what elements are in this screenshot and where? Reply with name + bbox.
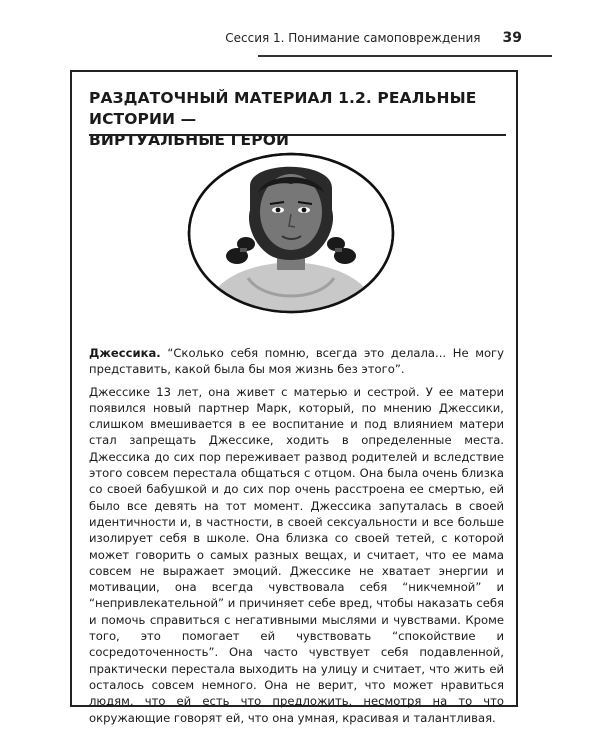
speaker-name: Джессика. bbox=[89, 346, 161, 360]
title-rule bbox=[89, 134, 506, 136]
handout-title bbox=[89, 88, 509, 151]
story-text bbox=[89, 345, 504, 726]
running-head bbox=[225, 30, 522, 46]
handout-box bbox=[70, 70, 518, 725]
handout-title-line-2: ВИРТУАЛЬНЫЕ ГЕРОИ bbox=[89, 131, 290, 149]
quote-paragraph bbox=[89, 345, 504, 378]
header-rule bbox=[258, 55, 552, 57]
page-number: 39 bbox=[502, 30, 522, 46]
handout-title-line-1: РАЗДАТОЧНЫЙ МАТЕРИАЛ 1.2. РЕАЛЬНЫЕ ИСТОРИИ — bbox=[89, 89, 477, 128]
section-title: Сессия 1. Понимание самоповреждения bbox=[225, 31, 481, 45]
quote-text: “Сколько себя помню, всегда это делала... Не могу представить, какой была бы моя жизнь без этого”. bbox=[89, 346, 504, 377]
story-body: Джессике 13 лет, она живет с матерью и сестрой. У ее матери появился новый партнер Марк, который, по мнению Джессики, слишком вмешивается в ее воспитание и под влиянием матери стал запрещать Джессике, ходить в определенные места. Джессика до сих пор переживает развод родителей и вследствие этого совсем перестала общаться с отцом. Она была очень близка со своей бабушкой и до сих пор очень расстроена ее смертью, ей было все девять на тот момент. Джессика запуталась в своей идентичности и, в частности, в своей сексуальности и все больше изолирует себя в школе. Она близка со своей тетей, с которой может говорить о самых разных вещах, и считает, что ее мама совсем не выражает эмоций. Джессике не хватает энергии и мотивации, она всегда чувствовала себя “никчемной” и “непривлекательной” и причиняет себе вред, чтобы наказать себя и помочь справиться с негативными мыслями и чувствами. Кроме того, это помогает ей чувствовать “спокойствие и сосредоточенность”. Она часто чувствует себя подавленной, практически перестала выходить на улицу и считает, что жить ей осталось совсем немного. Она не верит, что может нравиться людям, что ей есть что предложить, несмотря на то что окружающие говорят ей, что она умная, красивая и талантливая. bbox=[89, 384, 504, 725]
portrait-illustration bbox=[186, 152, 396, 314]
